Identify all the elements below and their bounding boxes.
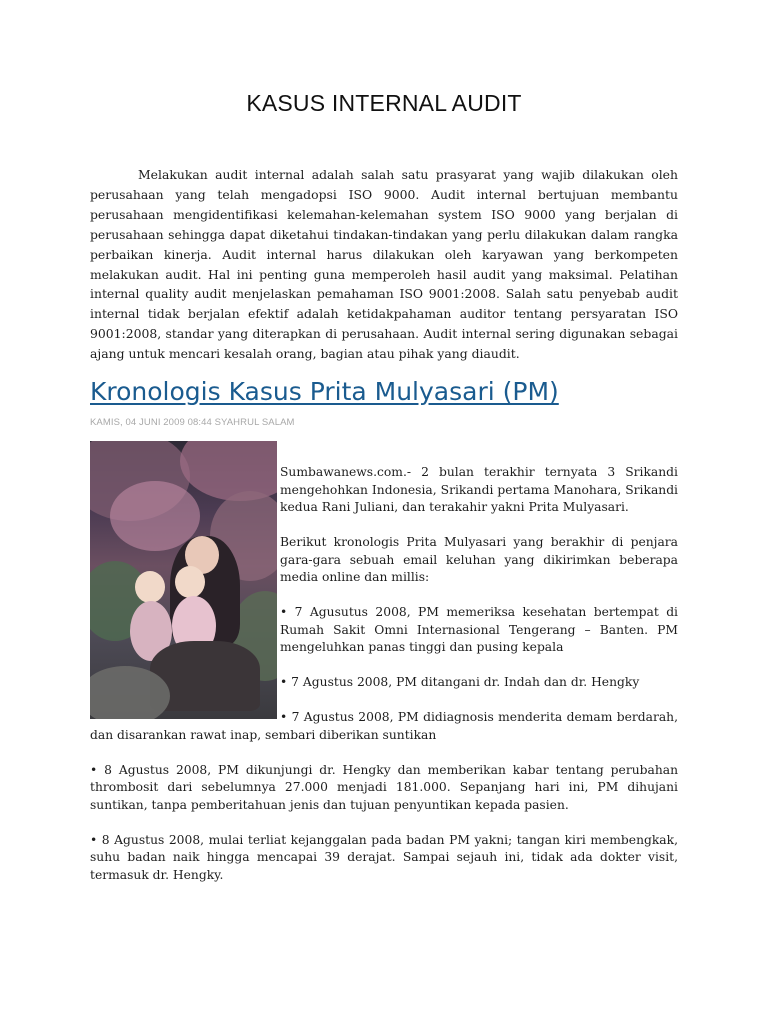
article-paragraph: Sumbawanews.com.- 2 bulan terakhir ternyata 3 Srikandi mengehohkan Indonesia, Srikandi pertama Manohara, Srikandi kedua Rani Juliani, dan terakahir yakni Prita Mulyasari. (280, 465, 678, 514)
timeline-item: • 7 Agustus 2008, PM didiagnosis menderita demam berdarah, dan disarankan rawat inap, sembari diberikan suntikan (90, 710, 678, 742)
spacer (90, 744, 678, 762)
article-body (90, 464, 678, 884)
article-meta: KAMIS, 04 JUNI 2009 08:44 SYAHRUL SALAM (90, 417, 295, 428)
timeline-item: • 7 Agustus 2008, PM ditangani dr. Indah dan dr. Hengky (280, 675, 640, 689)
timeline-item: • 7 Agusutus 2008, PM memeriksa kesehatan bertempat di Rumah Sakit Omni Internasional Tengerang – Banten. PM mengeluhkan panas tinggi dan pusing kepala (280, 605, 678, 654)
article-paragraph: Berikut kronologis Prita Mulyasari yang berakhir di penjara gara-gara sebuah email keluhan yang dikirimkan beberapa media online dan millis: (280, 535, 678, 584)
timeline-item: • 8 Agustus 2008, mulai terliat kejanggalan pada badan PM yakni; tangan kiri membengkak, suhu badan naik hingga mencapai 39 derajat. Sampai sejauh ini, tidak ada dokter visit, termasuk dr. Hengky. (90, 832, 678, 882)
timeline-item: • 8 Agustus 2008, PM dikunjungi dr. Hengky dan memberikan kabar tentang perubahan thrombosit dari sebelumnya 27.000 menjadi 181.000. Sepanjang hari ini, PM dihujani suntikan, tanpa pemberitahuan jenis dan tujuan penyuntikan kepada pasien. (90, 762, 678, 812)
article-title-link[interactable]: Kronologis Kasus Prita Mulyasari (PM) (90, 377, 559, 406)
spacer (90, 814, 678, 832)
photo-spacer (90, 464, 280, 722)
document-title: KASUS INTERNAL AUDIT (246, 90, 522, 116)
intro-paragraph: Melakukan audit internal adalah salah satu prasyarat yang wajib dilakukan oleh perusahaan yang telah mengadopsi ISO 9000. Audit internal bertujuan membantu perusahaan mengidentifikasi kelemahan-kelemahan system ISO 9000 yang berjalan di perusahaan sehingga dapat diketahui tindakan-tindakan yang perlu dilakukan dalam rangka perbaikan kinerja. Audit internal harus dilakukan oleh karyawan yang berkompeten melakukan audit. Hal ini penting guna memperoleh hasil audit yang maksimal. Pelatihan internal quality audit menjelaskan pemahaman ISO 9001:2008. Salah satu penyebab audit internal tidak berjalan efektif adalah ketidakpahaman auditor tentang persyaratan ISO 9001:2008, standar yang diterapkan di perusahaan. Audit internal sering digunakan sebagai ajang untuk mencari kesalah orang, bagian atau pihak yang diaudit. (90, 167, 678, 362)
